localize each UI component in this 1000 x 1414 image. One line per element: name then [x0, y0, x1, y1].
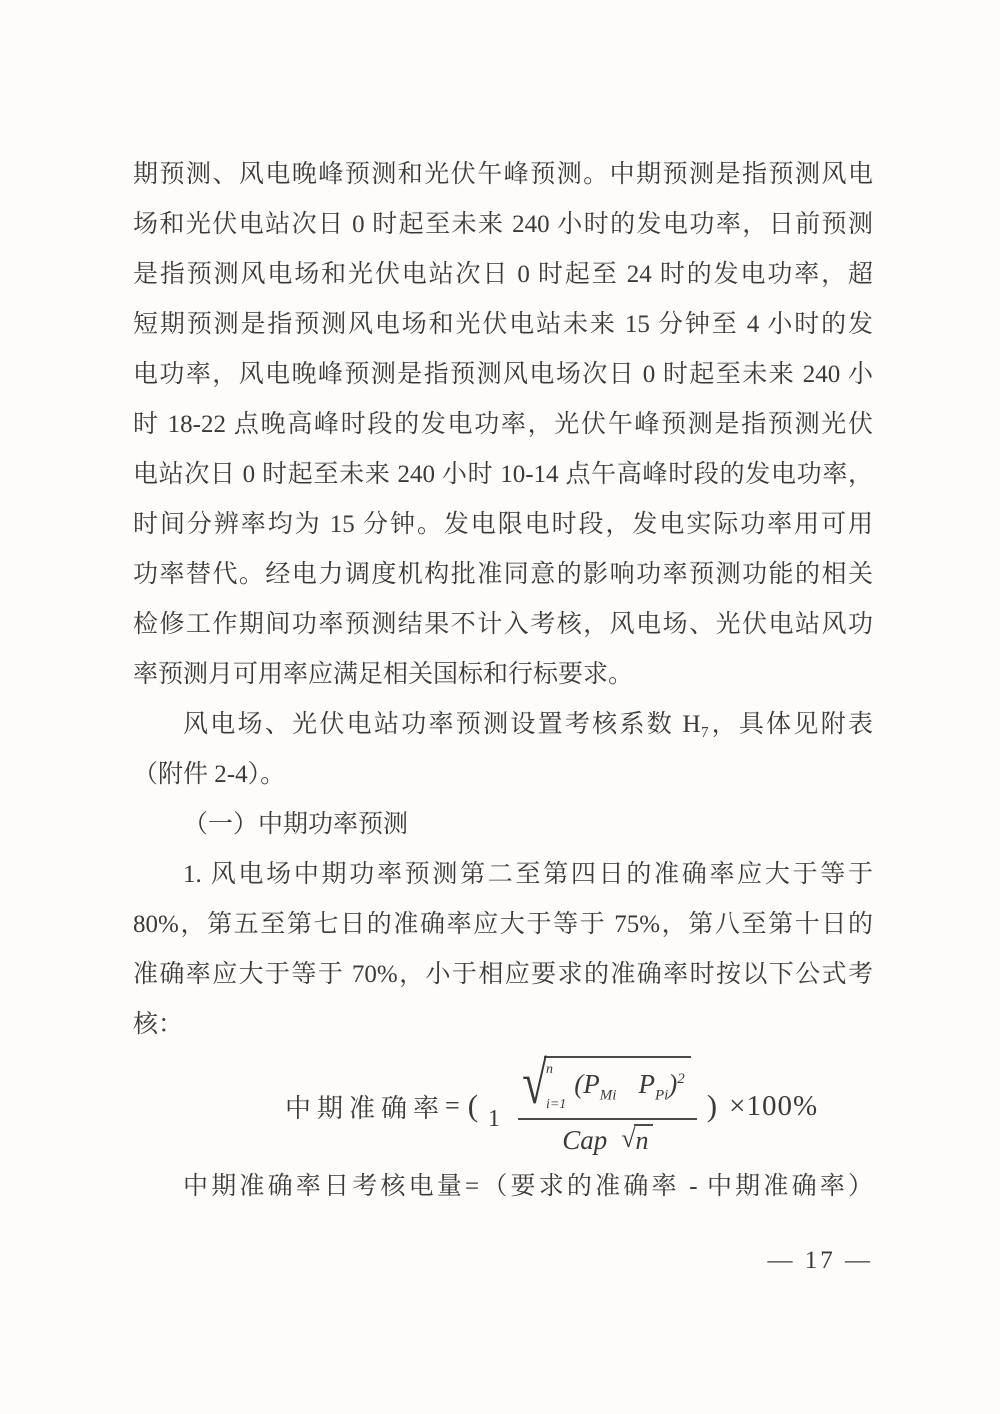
times-100-percent: ×100% — [729, 1089, 819, 1122]
radical-sign: √ — [522, 1050, 547, 1116]
body-text-line: 短期预测是指预测风电场和光伏电站未来 15 分钟至 4 小时的发 — [133, 311, 873, 338]
summation-lower-limit: i=1 — [545, 1097, 567, 1112]
body-text-line: 1. 风电场中期功率预测第二至第四日的准确率应大于等于 — [183, 861, 873, 888]
body-text-line: 电站次日 0 时起至未来 240 小时 10-14 点午高峰时段的发电功率， — [133, 461, 873, 488]
radical-content — [544, 1056, 691, 1114]
formula-constant-one: 1 — [488, 1105, 501, 1132]
formula-lhs-label: 中期准确率 — [285, 1093, 446, 1123]
body-text-line: 电功率，风电晚峰预测是指预测风电场次日 0 时起至未来 240 小 — [133, 361, 873, 388]
body-text-line: 准确率应大于等于 70%，小于相应要求的准确率时按以下公式考 — [133, 961, 873, 988]
formula-midterm-accuracy — [133, 1050, 873, 1162]
section-heading: （一）中期功率预测 — [183, 811, 409, 838]
body-text-line: 80%，第五至第七日的准确率应大于等于 75%，第八至第十日的 — [133, 911, 873, 938]
fraction-numerator — [518, 1050, 697, 1120]
body-text-line: 是指预测风电场和光伏电站次日 0 时起至 24 时的发电功率，超 — [133, 261, 873, 288]
capacity-variable: Cap — [562, 1124, 608, 1155]
fraction-denominator — [562, 1120, 652, 1156]
summation-upper-limit: n — [545, 1062, 553, 1077]
body-text-line: 核： — [133, 1011, 184, 1038]
squared-difference-term: ($P_{Mi}$ $P_{Pi})^2$ — [574, 1069, 685, 1104]
equals-sign: = — [445, 1091, 460, 1120]
body-text-line: （附件 2-4）。 — [133, 761, 286, 788]
sqrt-n-term: √ n — [621, 1124, 652, 1156]
body-text-line: 期预测、风电晚峰预测和光伏午峰预测。中期预测是指预测风电 — [133, 161, 873, 188]
body-text-line: 时 18-22 点晚高峰时段的发电功率，光伏午峰预测是指预测光伏 — [133, 411, 873, 438]
page-number: — 17 — — [767, 1247, 873, 1274]
body-text-line: 功率替代。经电力调度机构批准同意的影响功率预测功能的相关 — [133, 561, 873, 588]
body-text-line: 时间分辨率均为 15 分钟。发电限电时段，发电实际功率用可用 — [133, 511, 873, 538]
summation-limits — [546, 1060, 566, 1114]
body-text-line: 场和光伏电站次日 0 时起至未来 240 小时的发电功率，日前预测 — [133, 211, 873, 238]
formula-daily-assessment: 中期准确率日考核电量=（要求的准确率 - 中期准确率） — [183, 1173, 873, 1200]
body-text-line: 检修工作期间功率预测结果不计入考核，风电场、光伏电站风功 — [133, 611, 873, 638]
close-parenthesis: ) — [706, 1088, 718, 1123]
open-parenthesis: ( — [467, 1088, 479, 1123]
fraction — [518, 1050, 697, 1156]
body-text-line: 率预测月可用率应满足相关国标和行标要求。 — [133, 661, 634, 688]
body-text-line: 风电场、光伏电站功率预测设置考核系数 H₇，具体见附表 — [183, 711, 873, 738]
